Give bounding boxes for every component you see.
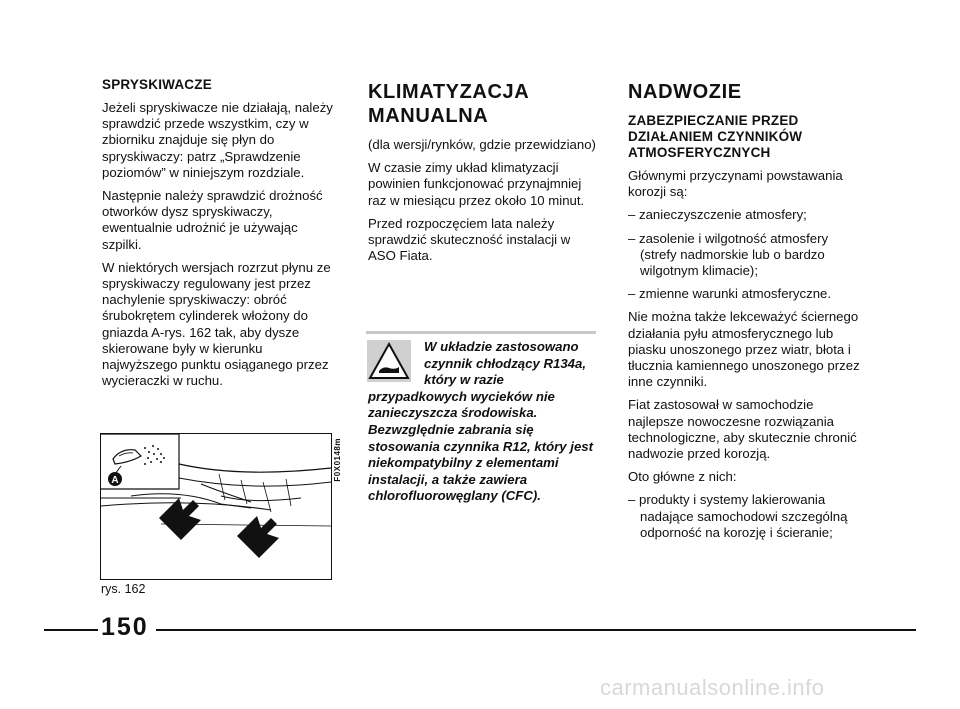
paragraph: (dla wersji/rynków, gdzie przewidziano) [368, 137, 596, 152]
paragraph: Nie można także lekceważyć ściernego działania pyłu atmosferycznego lub piasku unoszonego przez wiatr, błota i tłucznia kamiennego unoszonego przez inne czynniki. [628, 309, 860, 390]
paragraph: Przed rozpoczęciem lata należy sprawdzić skuteczność instalacji w ASO Fiata. [368, 215, 571, 264]
figure-caption: rys. 162 [101, 582, 146, 596]
paragraph: Jeżeli spryskiwacze nie działają, należy sprawdzić przede wszystkim, czy w zbiorniku znajduje się płyn do spryskiwaczy: patrz „Sprawdzenie poziomów” w niniejszym rozdziale. [102, 100, 333, 180]
paragraph: W czasie zimy układ klimatyzacji powinien funkcjonować przynajmniej raz w miesiącu przez około 10 minut. [368, 160, 585, 208]
paragraph: Głównymi przyczynami powstawania korozji są: [628, 168, 843, 200]
warning-text-body: przypadkowych wycieków nie zanieczyszcza środowiska. Bezwzględnie zabrania się stosowania czynnika R12, który jest niekompatybilny z elementami instalacji, a także zawiera chlorofluorowęglany (CFC). [368, 388, 594, 504]
warning-rule [366, 331, 596, 334]
paragraph: Fiat zastosował w samochodzie najlepsze nowoczesne rozwiązania technologiczne, aby skutecznie chronić nadwozie przed korozją. [628, 397, 857, 462]
figure-code: F0X0148m [333, 438, 342, 482]
list-item: – produkty i systemy lakierowania nadające samochodowi szczególną odporność na korozję i ścieranie; [628, 492, 848, 540]
watermark: carmanualsonline.info [600, 675, 825, 700]
label-a: A [111, 475, 119, 486]
footer-rule-right [156, 629, 916, 631]
section-heading-air-conditioning [368, 80, 600, 128]
arrow-icon [159, 498, 201, 540]
list-item: – zasolenie i wilgotność atmosfery (strefy nadmorskie lub o bardzo wilgotnym klimacie); [628, 230, 829, 279]
warning-text-intro: W układzie zastosowano czynnik chłodzący R134a, który w razie [424, 339, 586, 388]
figure-162 [100, 433, 332, 580]
windshield-washer-illustration [101, 434, 331, 579]
heading-line: MANUALNA [368, 105, 489, 127]
arrow-icon [237, 516, 279, 558]
heading-line: KLIMATYZACJA [368, 81, 530, 103]
paragraph: Następnie należy sprawdzić drożność otworków dysz spryskiwaczy, ewentualnie udrożnić je używając szpilki. [102, 188, 323, 252]
column-air-conditioning [368, 80, 600, 271]
warning-text [368, 339, 596, 505]
list-item: – zmienne warunki atmosferyczne. [628, 286, 832, 302]
section-heading-body: NADWOZIE [628, 81, 742, 103]
subsection-heading: ZABEZPIECZANIE PRZED DZIAŁANIEM CZYNNIKÓW ATMOSFERYCZNYCH [628, 113, 803, 160]
footer-rule-left [44, 629, 98, 631]
paragraph: Oto główne z nich: [628, 469, 737, 485]
paragraph: W niektórych wersjach rozrzut płynu ze spryskiwaczy regulowany jest przez nachylenie spryskiwaczy: obróć śrubokrętem cylinderek włożony do gniazda A-rys. 162 tak, aby dysze skierowane były w kierunku najwyższego punktu osiąganego przez wycieraczki w ruchu. [102, 259, 331, 389]
page-number: 150 [101, 613, 149, 641]
column-wipers [102, 77, 334, 396]
column-body [628, 80, 860, 548]
section-heading-wipers: SPRYSKIWACZE [102, 77, 212, 92]
list-item: – zanieczyszczenie atmosfery; [628, 207, 807, 223]
